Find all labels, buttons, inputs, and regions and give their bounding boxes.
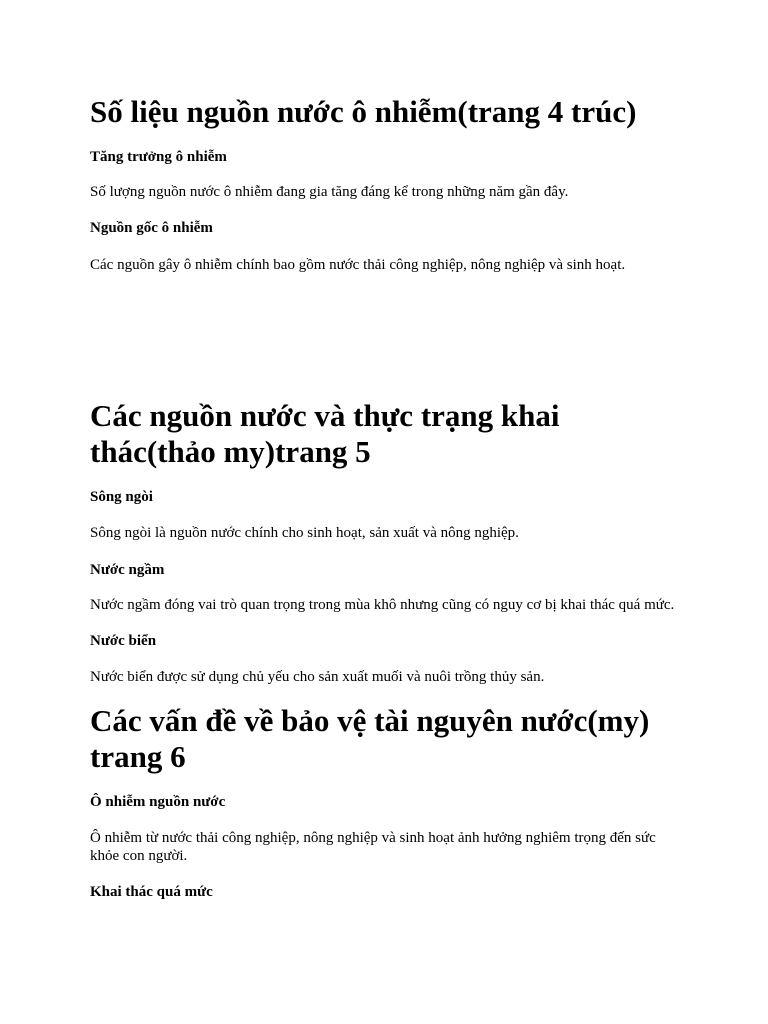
subsection-heading: Sông ngòi (90, 489, 153, 505)
paragraph: Số lượng nguồn nước ô nhiễm đang gia tăng đáng kể trong những năm gần đây. (90, 184, 569, 200)
subsection-heading: Tăng trưởng ô nhiễm (90, 149, 227, 165)
section-title: Các vấn đề về bảo vệ tài nguyên nước(my) trang 6 (90, 703, 650, 774)
paragraph: Nước biển được sử dụng chủ yếu cho sản xuất muối và nuôi trồng thủy sản. (90, 669, 545, 685)
subsection-heading: Nước ngầm (90, 562, 165, 578)
paragraph: Ô nhiễm từ nước thải công nghiệp, nông nghiệp và sinh hoạt ảnh hưởng nghiêm trọng đến sức khỏe con người. (90, 830, 656, 864)
section-title: Các nguồn nước và thực trạng khai thác(thảo my)trang 5 (90, 398, 560, 469)
paragraph: Các nguồn gây ô nhiễm chính bao gồm nước thải công nghiệp, nông nghiệp và sinh hoạt. (90, 257, 626, 273)
paragraph: Sông ngòi là nguồn nước chính cho sinh hoạt, sản xuất và nông nghiệp. (90, 525, 519, 541)
paragraph: Nước ngầm đóng vai trò quan trọng trong mùa khô nhưng cũng có nguy cơ bị khai thác quá mức. (90, 597, 675, 613)
subsection-heading: Nước biển (90, 633, 157, 649)
subsection-heading: Nguồn gốc ô nhiễm (90, 220, 213, 236)
subsection-heading: Khai thác quá mức (90, 884, 213, 900)
subsection-heading: Ô nhiễm nguồn nước (90, 794, 226, 810)
section-title: Số liệu nguồn nước ô nhiễm(trang 4 trúc) (90, 94, 637, 129)
